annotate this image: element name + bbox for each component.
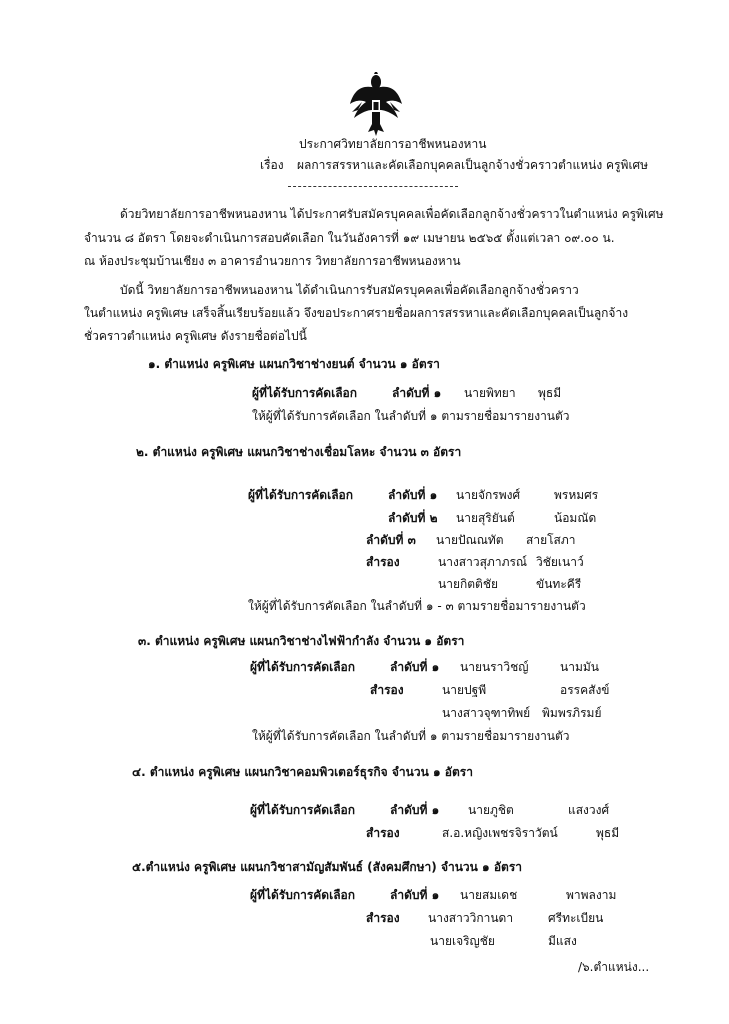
intro-line-3: ณ ห้องประชุมบ้านเชียง ๓ อาคารอำนวยการ วิทยาลัยการอาชีพหนองหาน xyxy=(84,254,461,268)
para2-line-1: บัดนี้ วิทยาลัยการอาชีพหนองหาน ได้ดำเนินการรับสมัครบุคคลเพื่อคัดเลือกลูกจ้างชั่วคราว xyxy=(120,283,579,297)
section-2-heading: ๒. ตำแหน่ง ครูพิเศษ แผนกวิชาช่างเชื่อมโลหะ จำนวน ๓ อัตรา xyxy=(136,445,462,459)
reserve-name: นางสาวจุฑาทิพย์ xyxy=(442,706,531,720)
announcement-title: ประกาศวิทยาลัยการอาชีพหนองหาน xyxy=(299,137,487,151)
rank-label: ลำดับที่ ๓ xyxy=(366,533,416,547)
candidate-surname: นามมัน xyxy=(560,660,599,674)
subject-text: ผลการสรรหาและคัดเลือกบุคคลเป็นลูกจ้างชั่วคราวตำแหน่ง ครูพิเศษ xyxy=(297,158,649,172)
candidate-surname: น้อมณัด xyxy=(554,511,597,525)
candidate-name: นายจักรพงศ์ xyxy=(456,488,521,502)
reserve-surname: พิมพรภิรมย์ xyxy=(542,706,602,720)
selected-label: ผู้ที่ได้รับการคัดเลือก xyxy=(250,660,356,674)
reserve-label: สำรอง xyxy=(366,911,400,925)
candidate-surname: พาพลงาม xyxy=(566,888,617,902)
report-instruction: ให้ผู้ที่ได้รับการคัดเลือก ในลำดับที่ ๑ ตามรายชื่อมารายงานตัว xyxy=(252,729,570,743)
reserve-surname: ขันทะคีรี xyxy=(536,577,582,591)
subject-label: เรื่อง xyxy=(260,158,284,172)
reserve-label: สำรอง xyxy=(366,555,400,569)
reserve-name: นางสาววิกานดา xyxy=(428,911,514,925)
candidate-name: นายสุริยันต์ xyxy=(456,511,515,525)
reserve-label: สำรอง xyxy=(370,683,404,697)
rank-label: ลำดับที่ ๑ xyxy=(388,488,438,502)
section-4-heading: ๔. ตำแหน่ง ครูพิเศษ แผนกวิชาคอมพิวเตอร์ธุรกิจ จำนวน ๑ อัตรา xyxy=(132,765,473,779)
reserve-surname: อรรคสังข์ xyxy=(560,683,610,697)
continued-marker: /๖.ตำแหน่ง... xyxy=(578,960,650,974)
candidate-name: นายปัณณทัต xyxy=(436,533,504,547)
reserve-label: สำรอง xyxy=(366,826,400,840)
reserve-surname: ศรีทะเบียน xyxy=(548,911,604,925)
reserve-surname: วิชัยเนาว์ xyxy=(536,555,584,569)
candidate-name: นายสมเดช xyxy=(460,888,518,902)
candidate-surname: พรหมศร xyxy=(554,488,599,502)
reserve-name: นายกิตติชัย xyxy=(438,577,498,591)
garuda-emblem-icon xyxy=(348,72,404,138)
candidate-name: นายพิทยา xyxy=(464,386,516,400)
candidate-surname: พุธมี xyxy=(538,386,562,400)
selected-label: ผู้ที่ได้รับการคัดเลือก xyxy=(252,386,358,400)
selected-label: ผู้ที่ได้รับการคัดเลือก xyxy=(250,888,356,902)
reserve-name: นายเจริญชัย xyxy=(430,934,495,948)
section-1-heading: ๑. ตำแหน่ง ครูพิเศษ แผนกวิชาช่างยนต์ จำนวน ๑ อัตรา xyxy=(148,357,440,371)
para2-line-2: ในตำแหน่ง ครูพิเศษ เสร็จสิ้นเรียบร้อยแล้ว จึงขอประกาศรายชื่อผลการสรรหาและคัดเลือกบุคคลเป็นลูกจ้าง xyxy=(84,306,629,320)
rank-label: ลำดับที่ ๑ xyxy=(392,386,442,400)
candidate-surname: สายโสภา xyxy=(526,533,576,547)
reserve-name: นายปฐพี xyxy=(442,683,487,697)
rank-label: ลำดับที่ ๑ xyxy=(390,888,440,902)
intro-line-2: จำนวน ๘ อัตรา โดยจะดำเนินการสอบคัดเลือก ในวันอังคารที่ ๑๙ เมษายน ๒๕๖๕ ตั้งแต่เวลา ๐๙.๐๐ น. xyxy=(84,231,615,245)
rank-label: ลำดับที่ ๑ xyxy=(390,660,440,674)
selected-label: ผู้ที่ได้รับการคัดเลือก xyxy=(248,488,354,502)
intro-line-1: ด้วยวิทยาลัยการอาชีพหนองหาน ได้ประกาศรับสมัครบุคคลเพื่อคัดเลือกลูกจ้างชั่วคราวในตำแหน่ง ครูพิเศษ xyxy=(120,207,664,221)
reserve-name: ส.อ.หญิงเพชรจิราวัตน์ xyxy=(442,826,558,840)
report-instruction: ให้ผู้ที่ได้รับการคัดเลือก ในลำดับที่ ๑ - ๓ ตามรายชื่อมารายงานตัว xyxy=(248,599,586,613)
title-divider xyxy=(288,186,458,187)
report-instruction: ให้ผู้ที่ได้รับการคัดเลือก ในลำดับที่ ๑ ตามรายชื่อมารายงานตัว xyxy=(252,409,570,423)
rank-label: ลำดับที่ ๒ xyxy=(388,511,438,525)
rank-label: ลำดับที่ ๑ xyxy=(390,803,440,817)
selected-label: ผู้ที่ได้รับการคัดเลือก xyxy=(250,803,356,817)
candidate-surname: แสงวงศ์ xyxy=(568,803,610,817)
reserve-surname: มีแสง xyxy=(548,934,577,948)
section-5-heading: ๕.ตำแหน่ง ครูพิเศษ แผนกวิชาสามัญสัมพันธ์ (สังคมศึกษา) จำนวน ๑ อัตรา xyxy=(132,860,523,874)
candidate-name: นายนราวิชญ์ xyxy=(460,660,529,674)
section-3-heading: ๓. ตำแหน่ง ครูพิเศษ แผนกวิชาช่างไฟฟ้ากำลัง จำนวน ๑ อัตรา xyxy=(138,634,465,648)
candidate-name: นายภูชิต xyxy=(468,803,514,817)
reserve-surname: พุธมี xyxy=(596,826,620,840)
para2-line-3: ชั่วคราวตำแหน่ง ครูพิเศษ ดังรายชื่อต่อไปนี้ xyxy=(84,329,307,343)
reserve-name: นางสาวสุภาภรณ์ xyxy=(438,555,528,569)
